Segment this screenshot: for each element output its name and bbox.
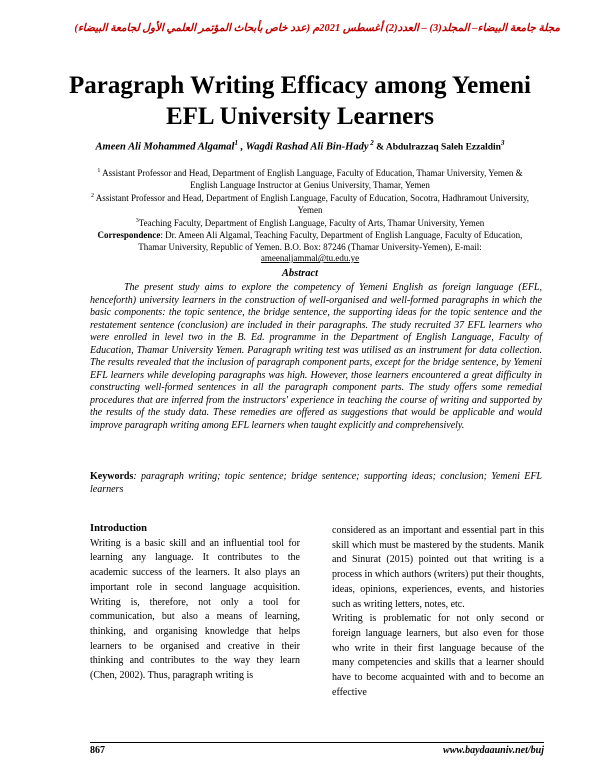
author-2-sup: 2 <box>368 139 374 147</box>
affiliation-1-sup: 1 <box>97 168 101 174</box>
author-3: Abdulrazzaq Saleh Ezzaldin <box>385 142 501 153</box>
correspondence-text: : Dr. Ameen Ali Algamal, Teaching Faculty, Department of English Language, Faculty of Education, Thamar University, Republic of Yemen. B.O. Box: 87246 (Thamar University-Yemen), E-mail: <box>138 229 523 252</box>
correspondence-label: Correspondence <box>97 229 161 240</box>
affiliation-3 <box>88 216 532 230</box>
abstract-text: The present study aims to explore the competency of Yemeni English as foreign language (EFL, henceforth) university learners in the construction of well-organised and well-formed paragraphs in which the basic components: the topic sentence, the bridge sentence, the supporting ideas for the topic sentence and the restatement sentence (conclusion) are included in their paragraphs. The study recruited 37 EFL learners who were enrolled in level two in the B. Ed. programme in the Department of English Language, Faculty of Education, Thamar University Yemen. Paragraph writing test was utilised as an instrument for data collection. The results revealed that the inclusion of paragraph component parts, except for the bridge sentence, by Yemeni EFL learners while developing paragraphs was high. However, those learners encountered a great difficulty in constructing well-formed sentences in all the paragraph component parts. The study offers some remedial procedures that are inferred from the instructors' experience in teaching the course of writing and supported by the results of the study data. These remedies are offered as suggestions that would be applicable and would improve paragraph writing among EFL learners when taught explicitly and comprehensively. <box>90 282 542 432</box>
affiliation-2-text: Assistant Professor and Head, Department of English Language, Faculty of Education, Socotra, Hadhramout University, Yemen <box>93 193 530 215</box>
journal-header: مجلة جامعة البيضاء– المجلد(3) – العدد(2) أغسطس 2021م (عدد خاص بأبحاث المؤتمر العلمي الأول لجامعة البيضاء) <box>74 23 560 34</box>
right-column <box>332 524 544 700</box>
author-1: Ameen Ali Mohammed Algamal <box>95 141 235 153</box>
author-2: Wagdi Rashad Ali Bin-Hady <box>245 141 369 153</box>
affiliation-1 <box>88 166 532 191</box>
right-column-paragraph-1: considered as an important and essential part in this skill which must be mastered by the students. Manik and Sinurat (2015) pointed out that writing is a process in which authors (writers) put their thoughts, ideas, opinions, experiences, events, and histories such as writing letters, notes, etc. <box>332 525 544 610</box>
author-list <box>30 139 570 153</box>
affiliation-2 <box>88 191 532 216</box>
affiliation-3-text: Teaching Faculty, Department of English Language, Faculty of Arts, Thamar University, Yemen <box>138 218 485 229</box>
page-number: 867 <box>90 745 105 756</box>
right-column-paragraph-2: Writing is problematic for not only second or foreign language learners, but also even for those who write in their first language because of the many competencies and skills that a learner should have to become acquainted with and to become an effective <box>332 613 544 698</box>
author-3-sup: 3 <box>500 139 505 147</box>
keywords-text: : paragraph writing; topic sentence; bridge sentence; supporting ideas; conclusion; Yemeni EFL learners <box>90 471 542 495</box>
paper-title <box>30 70 570 132</box>
keywords-label: Keywords <box>90 471 134 482</box>
left-column <box>90 522 300 684</box>
correspondence <box>88 230 532 265</box>
affiliations <box>88 166 532 265</box>
title-line-1: Paragraph Writing Efficacy among Yemeni <box>69 72 531 99</box>
author-separator: , <box>237 141 246 153</box>
abstract-heading: Abstract <box>281 268 319 279</box>
affiliation-2-sup: 2 <box>90 193 94 200</box>
author-separator: & <box>373 142 386 153</box>
introduction-heading: Introduction <box>90 523 147 534</box>
journal-website[interactable]: www.baydaauniv.net/buj <box>443 745 544 756</box>
affiliation-1-text: Assistant Professor and Head, Department of English Language, Faculty of Education, Thamar University, Yemen & English Language Instructor at Genius University, Thamar, Yemen <box>100 168 523 190</box>
author-1-sup: 1 <box>234 139 238 147</box>
keywords <box>90 471 542 496</box>
title-line-2: EFL University Learners <box>165 103 435 130</box>
email-link[interactable]: ameenaljammal@tu.edu.ye <box>260 253 360 264</box>
left-column-paragraph: Writing is a basic skill and an influential tool for learning any language. It contributes to the academic success of the learners. It also plays an important role in second language acquisition. Writing is, therefore, not only a tool for communication, but also a means of learning, thinking, and organising knowledge that helps learners to be organised and creative in their thinking and contributes to the way they learn (Chen, 2002). Thus, paragraph writing is <box>90 537 300 682</box>
abstract-body <box>90 282 542 433</box>
footer-divider <box>90 742 544 743</box>
affiliation-3-sup: 3 <box>135 218 139 225</box>
